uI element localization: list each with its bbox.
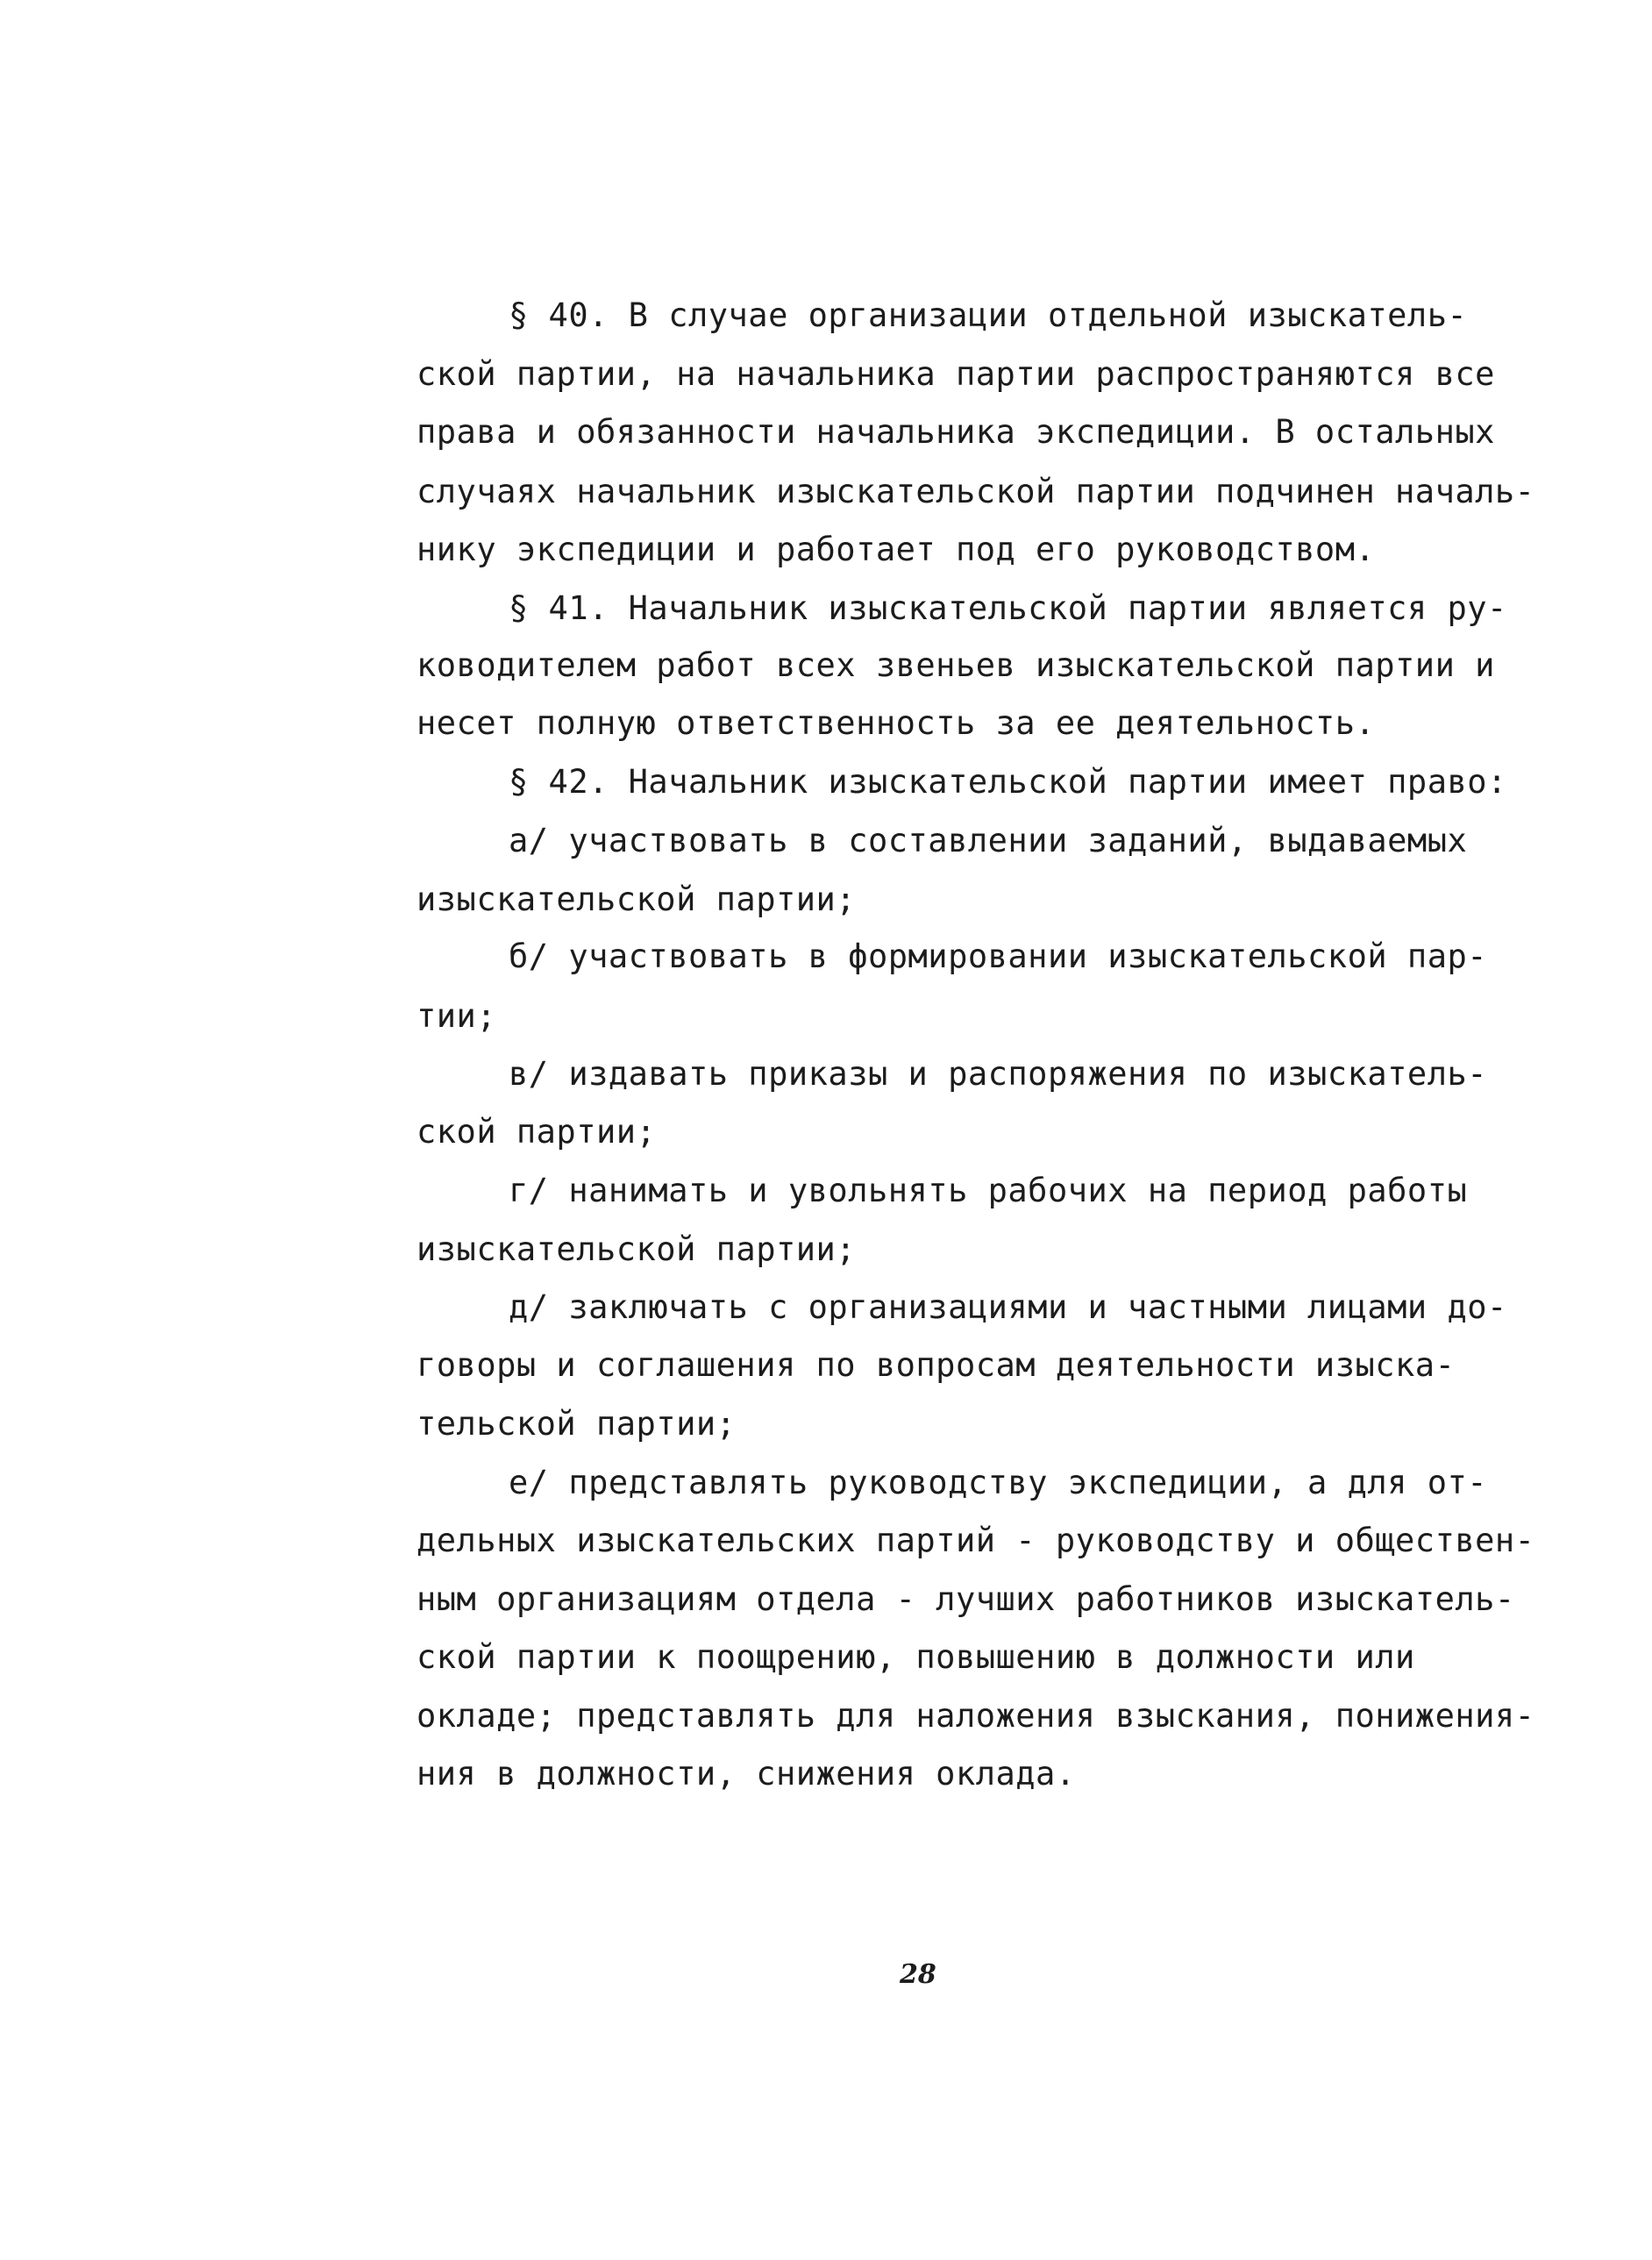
- item-d-line-3: тельской партии;: [417, 1405, 737, 1443]
- item-e-line-1: е/ представлять руководству экспедиции, а для от-: [509, 1464, 1488, 1501]
- paragraph-40-line-2: ской партии, на начальника партии распространяются все: [417, 355, 1495, 393]
- item-a-line-1: а/ участвовать в составлении заданий, выдаваемых: [509, 822, 1468, 859]
- paragraph-40-line-1: § 40. В случае организации отдельной изыскатель-: [509, 296, 1468, 334]
- item-v-line-2: ской партии;: [417, 1113, 657, 1151]
- paragraph-42-line-1: § 42. Начальник изыскательской партии имеет право:: [509, 763, 1507, 801]
- paragraph-41-line-2: ководителем работ всех звеньев изыскательской партии и: [417, 646, 1495, 684]
- item-e-line-3: ным организациям отдела - лучших работников изыскатель-: [417, 1580, 1515, 1618]
- page-number: 28: [900, 1959, 936, 1990]
- item-e-line-4: ской партии к поощрению, повышению в должности или: [417, 1638, 1415, 1676]
- item-b-line-1: б/ участвовать в формировании изыскательской пар-: [509, 938, 1488, 975]
- item-g-line-2: изыскательской партии;: [417, 1230, 857, 1268]
- item-d-line-2: говоры и соглашения по вопросам деятельности изыска-: [417, 1346, 1456, 1384]
- item-v-line-1: в/ издавать приказы и распоряжения по изыскатель-: [509, 1055, 1488, 1093]
- item-b-line-2: тии;: [417, 997, 497, 1035]
- paragraph-40-line-5: нику экспедиции и работает под его руководством.: [417, 531, 1376, 568]
- paragraph-41-line-3: несет полную ответственность за ее деятельность.: [417, 704, 1376, 742]
- item-e-line-6: ния в должности, снижения оклада.: [417, 1755, 1076, 1793]
- item-g-line-1: г/ нанимать и увольнять рабочих на период работы: [509, 1172, 1468, 1209]
- paragraph-40-line-3: права и обязанности начальника экспедиции. В остальных: [417, 413, 1495, 451]
- paragraph-41-line-1: § 41. Начальник изыскательской партии является ру-: [509, 589, 1507, 627]
- paragraph-40-line-4: случаях начальник изыскательской партии подчинен началь-: [417, 473, 1535, 510]
- item-e-line-5: окладе; представлять для наложения взыскания, понижения-: [417, 1697, 1535, 1735]
- item-d-line-1: д/ заключать с организациями и частными лицами до-: [509, 1288, 1507, 1326]
- item-e-line-2: дельных изыскательских партий - руководству и обществен-: [417, 1522, 1535, 1559]
- item-a-line-2: изыскательской партии;: [417, 880, 857, 918]
